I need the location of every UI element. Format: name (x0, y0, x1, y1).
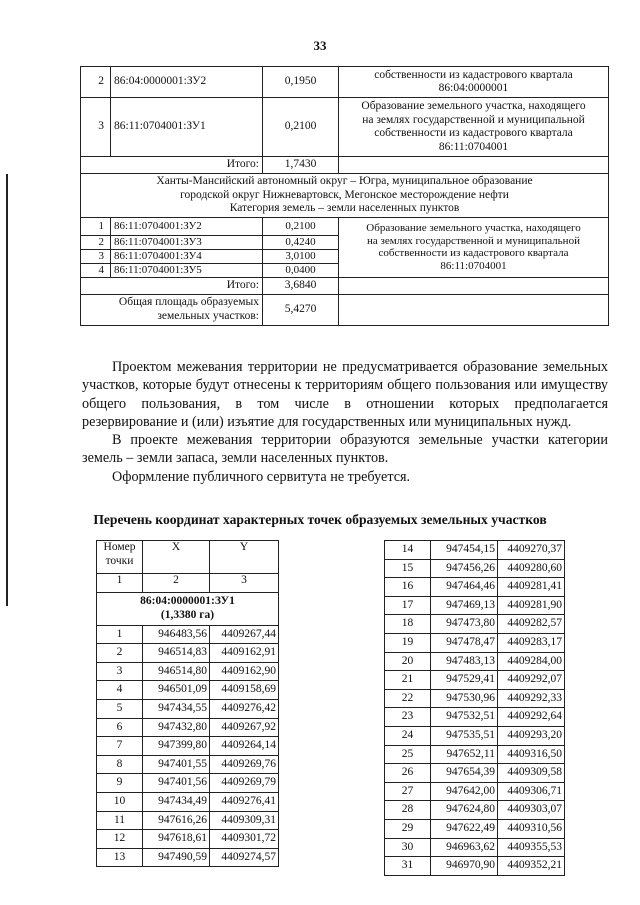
y-coordinate: 4409158,69 (210, 681, 279, 700)
y-coordinate: 4409162,91 (210, 644, 279, 663)
coords-header-row (97, 541, 279, 574)
x-coordinate: 947473,80 (431, 615, 498, 634)
point-number: 14 (385, 541, 431, 560)
region-row (81, 174, 609, 218)
parcel-description (339, 67, 609, 98)
point-number: 29 (385, 819, 431, 838)
x-coordinate: 947624,80 (431, 801, 498, 820)
y-coordinate: 4409276,42 (210, 699, 279, 718)
grand-total-value: 5,4270 (263, 294, 339, 325)
total-value: 3,6840 (263, 277, 339, 294)
table-row (81, 217, 609, 235)
paragraph: В проекте межевания территории образуются земельные участки категории земель – земли запаса, земли населенных пунктов. (82, 432, 608, 467)
point-number: 13 (97, 848, 143, 867)
parcel-description (339, 98, 609, 157)
parcel-area: 0,2100 (263, 217, 339, 235)
coords-index-row (97, 574, 279, 593)
coords-row (385, 782, 565, 801)
point-header (97, 541, 143, 574)
y-coordinate: 4409284,00 (498, 652, 565, 671)
coords-table-right (384, 540, 565, 876)
y-coordinate: 4409274,57 (210, 848, 279, 867)
paragraph: Оформление публичного сервитута не требуется. (112, 468, 411, 485)
y-coordinate: 4409292,07 (498, 671, 565, 690)
x-coordinate: 946514,83 (143, 644, 210, 663)
column-index: 1 (97, 574, 143, 593)
point-number: 4 (97, 681, 143, 700)
grand-total-label-line: земельных участков: (157, 309, 259, 322)
coords-row (97, 774, 279, 793)
coords-row (97, 625, 279, 644)
column-index: 2 (143, 574, 210, 593)
coords-row (385, 578, 565, 597)
description-line: 86:04:0000001 (438, 82, 509, 94)
y-coordinate: 4409281,41 (498, 578, 565, 597)
point-number: 1 (97, 625, 143, 644)
y-coordinate: 4409282,57 (498, 615, 565, 634)
region-line: Ханты-Мансийский автономный округ – Югра, муниципальное образование (156, 175, 533, 187)
row-number: 1 (81, 217, 111, 235)
point-number: 7 (97, 737, 143, 756)
parcel-description (339, 217, 609, 277)
cadastral-number: 86:11:0704001:ЗУ5 (111, 263, 263, 277)
row-number: 3 (81, 98, 111, 157)
point-number: 9 (97, 774, 143, 793)
coords-row (97, 848, 279, 867)
description-line: 86:11:0704001 (440, 259, 507, 272)
description-line: собственности из кадастрового квартала (378, 247, 569, 259)
point-number: 11 (97, 811, 143, 830)
coords-right-body (385, 541, 565, 876)
y-coordinate: 4409292,64 (498, 708, 565, 727)
x-coordinate: 947401,56 (143, 774, 210, 793)
y-coordinate: 4409310,56 (498, 819, 565, 838)
region-line: городской округ Нижневартовск, Мегонское месторождение нефти (180, 188, 509, 201)
page-number: 33 (313, 38, 327, 53)
cadastral-number: 86:04:0000001:ЗУ2 (111, 67, 263, 98)
x-coordinate: 947529,41 (431, 671, 498, 690)
coords-row (385, 708, 565, 727)
parcel-area: 0,4240 (263, 235, 339, 249)
y-coordinate: 4409267,44 (210, 625, 279, 644)
paragraph: Проектом межевания территории не предусматривается образование земельных участков, которые будут отнесены к территориям общего пользования или имуществу общего пользования, в том числе в отношении которых предполагается резервирование и (или) изъятие для государственных или муниципальных нужд. (82, 359, 608, 430)
table-row (81, 98, 609, 157)
column-index: 3 (210, 574, 279, 593)
description-line: Образование земельного участка, находящего (366, 222, 581, 234)
table-row (81, 67, 609, 98)
parcel-header-row (97, 592, 279, 625)
coords-row (385, 745, 565, 764)
x-coordinate: 947622,49 (431, 819, 498, 838)
parcel-number: 86:04:0000001:ЗУ1 (140, 595, 235, 608)
row-number: 2 (81, 235, 111, 249)
x-coordinate: 947654,39 (431, 764, 498, 783)
x-coordinate: 947454,15 (431, 541, 498, 560)
coords-row (97, 662, 279, 681)
point-number: 28 (385, 801, 431, 820)
coords-row (97, 718, 279, 737)
cadastral-number: 86:11:0704001:ЗУ3 (111, 235, 263, 249)
description-line: на землях государственной и муниципальной (362, 113, 585, 126)
y-coordinate: 4409306,71 (498, 782, 565, 801)
parcel-area: 0,2100 (263, 98, 339, 157)
point-number: 26 (385, 764, 431, 783)
y-coordinate: 4409309,58 (498, 764, 565, 783)
coords-row (97, 699, 279, 718)
point-number: 31 (385, 857, 431, 876)
total-row (81, 277, 609, 294)
point-header-line: Номер (103, 541, 136, 553)
coords-table-left (96, 540, 279, 867)
point-number: 15 (385, 559, 431, 578)
cadastral-number: 86:11:0704001:ЗУ4 (111, 249, 263, 263)
coords-row (385, 652, 565, 671)
x-coordinate: 946501,09 (143, 681, 210, 700)
grand-total-row (81, 294, 609, 325)
coords-row (97, 737, 279, 756)
y-coordinate: 4409293,20 (498, 726, 565, 745)
parcel-area: 3,0100 (263, 249, 339, 263)
coords-row (385, 596, 565, 615)
coords-row (385, 857, 565, 876)
x-coordinate: 947490,59 (143, 848, 210, 867)
coords-row (385, 726, 565, 745)
parcel-header (97, 592, 279, 625)
y-coordinate: 4409269,79 (210, 774, 279, 793)
x-coordinate: 947483,13 (431, 652, 498, 671)
x-coordinate: 947532,51 (431, 708, 498, 727)
grand-total-label (81, 294, 263, 325)
x-coordinate: 947616,26 (143, 811, 210, 830)
coords-row (97, 644, 279, 663)
y-coordinate: 4409316,50 (498, 745, 565, 764)
point-number: 3 (97, 662, 143, 681)
point-number: 6 (97, 718, 143, 737)
scan-margin-line (6, 174, 8, 606)
coords-row (385, 764, 565, 783)
parcel-area: 0,0400 (263, 263, 339, 277)
point-number: 20 (385, 652, 431, 671)
coords-row (385, 541, 565, 560)
x-coordinate: 947432,80 (143, 718, 210, 737)
coords-row (385, 671, 565, 690)
row-number: 2 (81, 67, 111, 98)
x-coordinate: 947642,00 (431, 782, 498, 801)
x-coordinate: 947618,61 (143, 830, 210, 849)
coords-row (385, 838, 565, 857)
x-coordinate: 947456,26 (431, 559, 498, 578)
row-number: 4 (81, 263, 111, 277)
coords-row (97, 755, 279, 774)
x-coordinate: 946483,56 (143, 625, 210, 644)
point-number: 19 (385, 633, 431, 652)
description-line: собственности из кадастрового квартала (374, 127, 573, 139)
x-coordinate: 947434,49 (143, 792, 210, 811)
y-coordinate: 4409281,90 (498, 596, 565, 615)
total-value: 1,7430 (263, 157, 339, 174)
y-coordinate: 4409283,17 (498, 633, 565, 652)
parcel-area: 0,1950 (263, 67, 339, 98)
coords-row (97, 830, 279, 849)
coords-row (385, 819, 565, 838)
coords-row (385, 633, 565, 652)
point-number: 16 (385, 578, 431, 597)
cadastral-number: 86:11:0704001:ЗУ2 (111, 217, 263, 235)
y-coordinate: 4409309,31 (210, 811, 279, 830)
coords-row (385, 559, 565, 578)
parcel-area-label: (1,3380 га) (160, 608, 215, 621)
point-number: 23 (385, 708, 431, 727)
x-coordinate: 947530,96 (431, 689, 498, 708)
y-coordinate: 4409352,21 (498, 857, 565, 876)
y-coordinate: 4409269,76 (210, 755, 279, 774)
x-coordinate: 946514,80 (143, 662, 210, 681)
y-coordinate: 4409267,92 (210, 718, 279, 737)
point-number: 30 (385, 838, 431, 857)
coords-row (385, 689, 565, 708)
x-header: X (143, 541, 210, 574)
x-coordinate: 947478,47 (431, 633, 498, 652)
y-coordinate: 4409292,33 (498, 689, 565, 708)
y-coordinate: 4409355,53 (498, 838, 565, 857)
x-coordinate: 947399,80 (143, 737, 210, 756)
x-coordinate: 947401,55 (143, 755, 210, 774)
point-number: 18 (385, 615, 431, 634)
coords-row (97, 811, 279, 830)
y-coordinate: 4409303,07 (498, 801, 565, 820)
x-coordinate: 947469,13 (431, 596, 498, 615)
point-number: 10 (97, 792, 143, 811)
x-coordinate: 947434,55 (143, 699, 210, 718)
x-coordinate: 946970,90 (431, 857, 498, 876)
parcels-table (80, 66, 609, 326)
description-line: Образование земельного участка, находящего (361, 100, 586, 112)
cadastral-number: 86:11:0704001:ЗУ1 (111, 98, 263, 157)
description-line: собственности из кадастрового квартала (374, 68, 573, 81)
row-number: 3 (81, 249, 111, 263)
point-number: 17 (385, 596, 431, 615)
region-line: Категория земель – земли населенных пунктов (229, 202, 460, 214)
point-number: 5 (97, 699, 143, 718)
x-coordinate: 947464,46 (431, 578, 498, 597)
coords-row (97, 792, 279, 811)
point-header-line: точки (105, 554, 134, 567)
region-heading (81, 174, 609, 218)
point-number: 8 (97, 755, 143, 774)
y-coordinate: 4409276,41 (210, 792, 279, 811)
x-coordinate: 946963,62 (431, 838, 498, 857)
total-label: Итого: (81, 277, 263, 294)
y-coordinate: 4409264,14 (210, 737, 279, 756)
coords-title: Перечень координат характерных точек образуемых земельных участков (93, 512, 547, 527)
total-label: Итого: (81, 157, 263, 174)
coords-row (385, 615, 565, 634)
coords-left-body (97, 625, 279, 867)
point-number: 24 (385, 726, 431, 745)
body-text (82, 358, 608, 486)
total-row (81, 157, 609, 174)
point-number: 21 (385, 671, 431, 690)
point-number: 22 (385, 689, 431, 708)
y-coordinate: 4409162,90 (210, 662, 279, 681)
grand-total-label-line: Общая площадь образуемых (118, 296, 259, 308)
x-coordinate: 947535,51 (431, 726, 498, 745)
point-number: 2 (97, 644, 143, 663)
y-coordinate: 4409280,60 (498, 559, 565, 578)
y-coordinate: 4409301,72 (210, 830, 279, 849)
point-number: 27 (385, 782, 431, 801)
y-header: Y (210, 541, 279, 574)
description-line: 86:11:0704001 (438, 140, 509, 153)
x-coordinate: 947652,11 (431, 745, 498, 764)
coords-row (97, 681, 279, 700)
point-number: 12 (97, 830, 143, 849)
description-line: на землях государственной и муниципальной (367, 234, 580, 247)
coords-row (385, 801, 565, 820)
y-coordinate: 4409270,37 (498, 541, 565, 560)
point-number: 25 (385, 745, 431, 764)
